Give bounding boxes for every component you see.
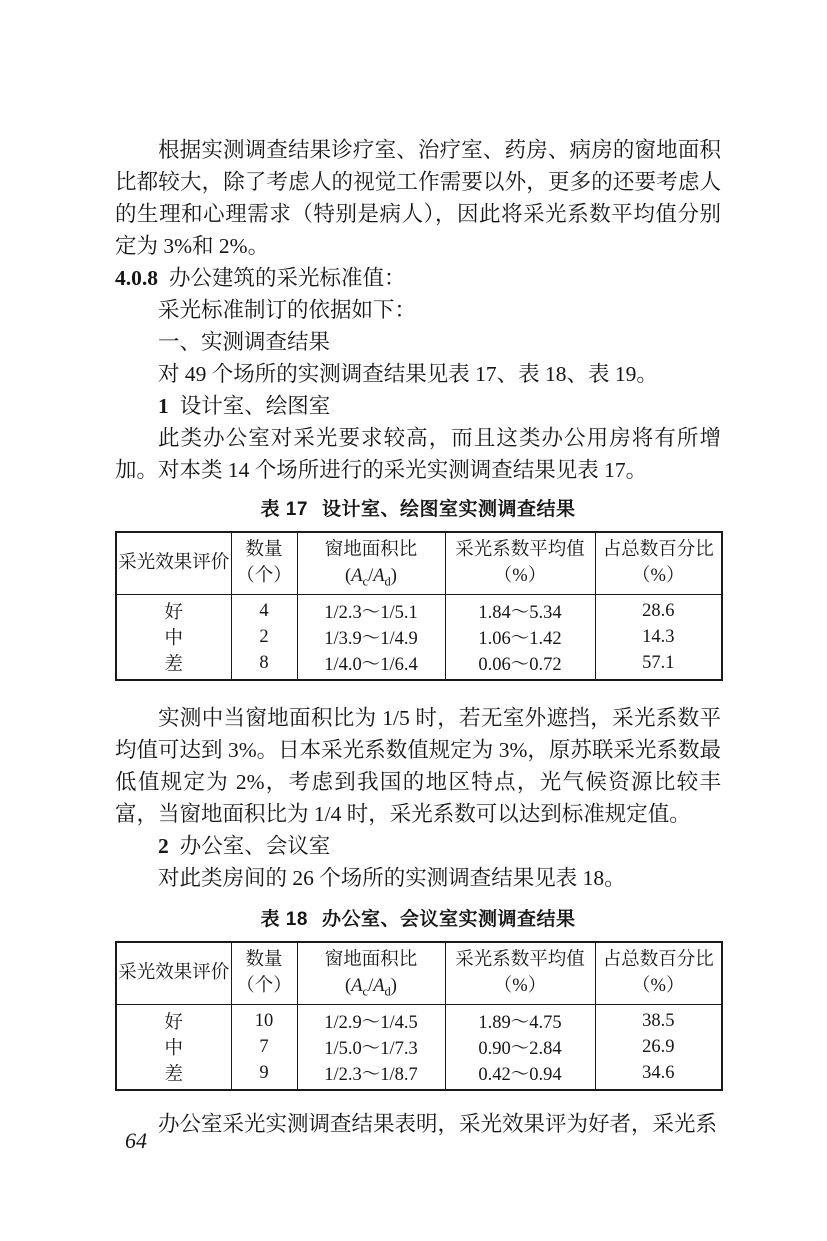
cell-count: 4 [231,595,297,625]
cell-percent: 28.6 [595,595,722,625]
list-item-one: 一、实测调查结果 [158,330,331,354]
cell-rating: 好 [116,1005,231,1035]
subsection-1-title: 设计室、绘图室 [179,394,331,418]
table-17 [115,531,723,681]
table-row [116,650,722,680]
cell-daylight-factor: 1.89～4.75 [445,1005,595,1035]
table18-caption-label: 表 18 [260,909,308,930]
cell-count: 9 [231,1060,297,1090]
paragraph-office-survey: 对此类房间的 26 个场所的实测调查结果见表 18。 [158,866,626,890]
paragraph-intro: 根据实测调查结果诊疗室、治疗室、药房、病房的窗地面积比都较大，除了考虑人的视觉工作需要以外，更多的还要考虑人的生理和心理需求（特别是病人），因此将采光系数平均值分别定为 3%和 2%。 [115,138,721,258]
cell-daylight-factor: 0.90～2.84 [445,1034,595,1060]
col-count: 数量 （个） [231,532,297,595]
cell-count: 8 [231,650,297,680]
cell-percent: 26.9 [595,1034,722,1060]
cell-daylight-factor: 1.06～1.42 [445,624,595,650]
cell-daylight-factor: 1.84～5.34 [445,595,595,625]
paragraph-design-rooms: 此类办公室对采光要求较高，而且这类办公用房将有所增加。对本类 14 个场所进行的采光实测调查结果见表 17。 [115,426,721,482]
paragraph-analysis: 实测中当窗地面积比为 1/5 时，若无室外遮挡，采光系数平均值可达到 3%。日本采光系数值规定为 3%，原苏联采光系数最低值规定为 2%，考虑到我国的地区特点，光气候资源比较丰富，当窗地面积比为 1/4 时，采光系数可以达到标准规定值。 [115,706,721,826]
table-row [116,595,722,625]
table18-caption-title: 办公室、会议室实测调查结果 [321,909,576,930]
col-count: 数量 （个） [231,942,297,1005]
cell-count: 10 [231,1005,297,1035]
section-title: 办公建筑的采光标准值： [169,266,406,290]
subsection-2-number: 2 [158,834,169,858]
table-row [116,1034,722,1060]
subsection-2 [115,830,721,862]
cell-rating: 中 [116,624,231,650]
cell-ratio: 1/4.0～1/6.4 [297,650,445,680]
text-block [115,134,721,1140]
table-row [116,1005,722,1035]
paragraph-conclusion: 办公室采光实测调查结果表明，采光效果评为好者，采光系 [158,1112,718,1136]
subsection-2-title: 办公室、会议室 [179,834,331,858]
page-number: 64 [125,1128,147,1153]
col-rating: 采光效果评价 [116,532,231,595]
cell-percent: 14.3 [595,624,722,650]
table-row [116,1060,722,1090]
table18-header [116,942,722,1005]
subsection-1 [115,390,721,422]
section-4-0-8 [115,262,721,294]
table17-caption-title: 设计室、绘图室实测调查结果 [321,499,576,520]
table17-caption-label: 表 17 [260,499,308,520]
col-rating: 采光效果评价 [116,942,231,1005]
col-percent-of-total: 占总数百分比 （%） [595,942,722,1005]
cell-ratio: 1/3.9～1/4.9 [297,624,445,650]
section-number: 4.0.8 [115,266,158,290]
table17-body [116,595,722,681]
paragraph-basis: 采光标准制订的依据如下： [158,298,417,322]
col-daylight-factor-avg: 采光系数平均值 （%） [445,532,595,595]
col-daylight-factor-avg: 采光系数平均值 （%） [445,942,595,1005]
cell-rating: 差 [116,650,231,680]
col-window-floor-ratio: 窗地面积比 $(A_c/A_d)$ [297,942,445,1005]
cell-ratio: 1/2.3～1/8.7 [297,1060,445,1090]
cell-percent: 57.1 [595,650,722,680]
cell-rating: 中 [116,1034,231,1060]
cell-percent: 38.5 [595,1005,722,1035]
formula-ac-ad: $(A_c/A_d)$ [345,566,397,589]
cell-daylight-factor: 0.06～0.72 [445,650,595,680]
table17-header [116,532,722,595]
cell-percent: 34.6 [595,1060,722,1090]
formula-ac-ad: $(A_c/A_d)$ [345,976,397,999]
table18-body [116,1005,722,1091]
table-18 [115,941,723,1091]
table18-caption [115,906,721,933]
table17-caption [115,496,721,523]
cell-count: 7 [231,1034,297,1060]
paragraph-survey-count: 对 49 个场所的实测调查结果见表 17、表 18、表 19。 [158,362,658,386]
cell-rating: 好 [116,595,231,625]
col-window-floor-ratio: 窗地面积比 $(A_c/A_d)$ [297,532,445,595]
col-percent-of-total: 占总数百分比 （%） [595,532,722,595]
cell-ratio: 1/2.3～1/5.1 [297,595,445,625]
cell-count: 2 [231,624,297,650]
cell-rating: 差 [116,1060,231,1090]
cell-daylight-factor: 0.42～0.94 [445,1060,595,1090]
subsection-1-number: 1 [158,394,169,418]
cell-ratio: 1/5.0～1/7.3 [297,1034,445,1060]
cell-ratio: 1/2.9～1/4.5 [297,1005,445,1035]
table-row [116,624,722,650]
